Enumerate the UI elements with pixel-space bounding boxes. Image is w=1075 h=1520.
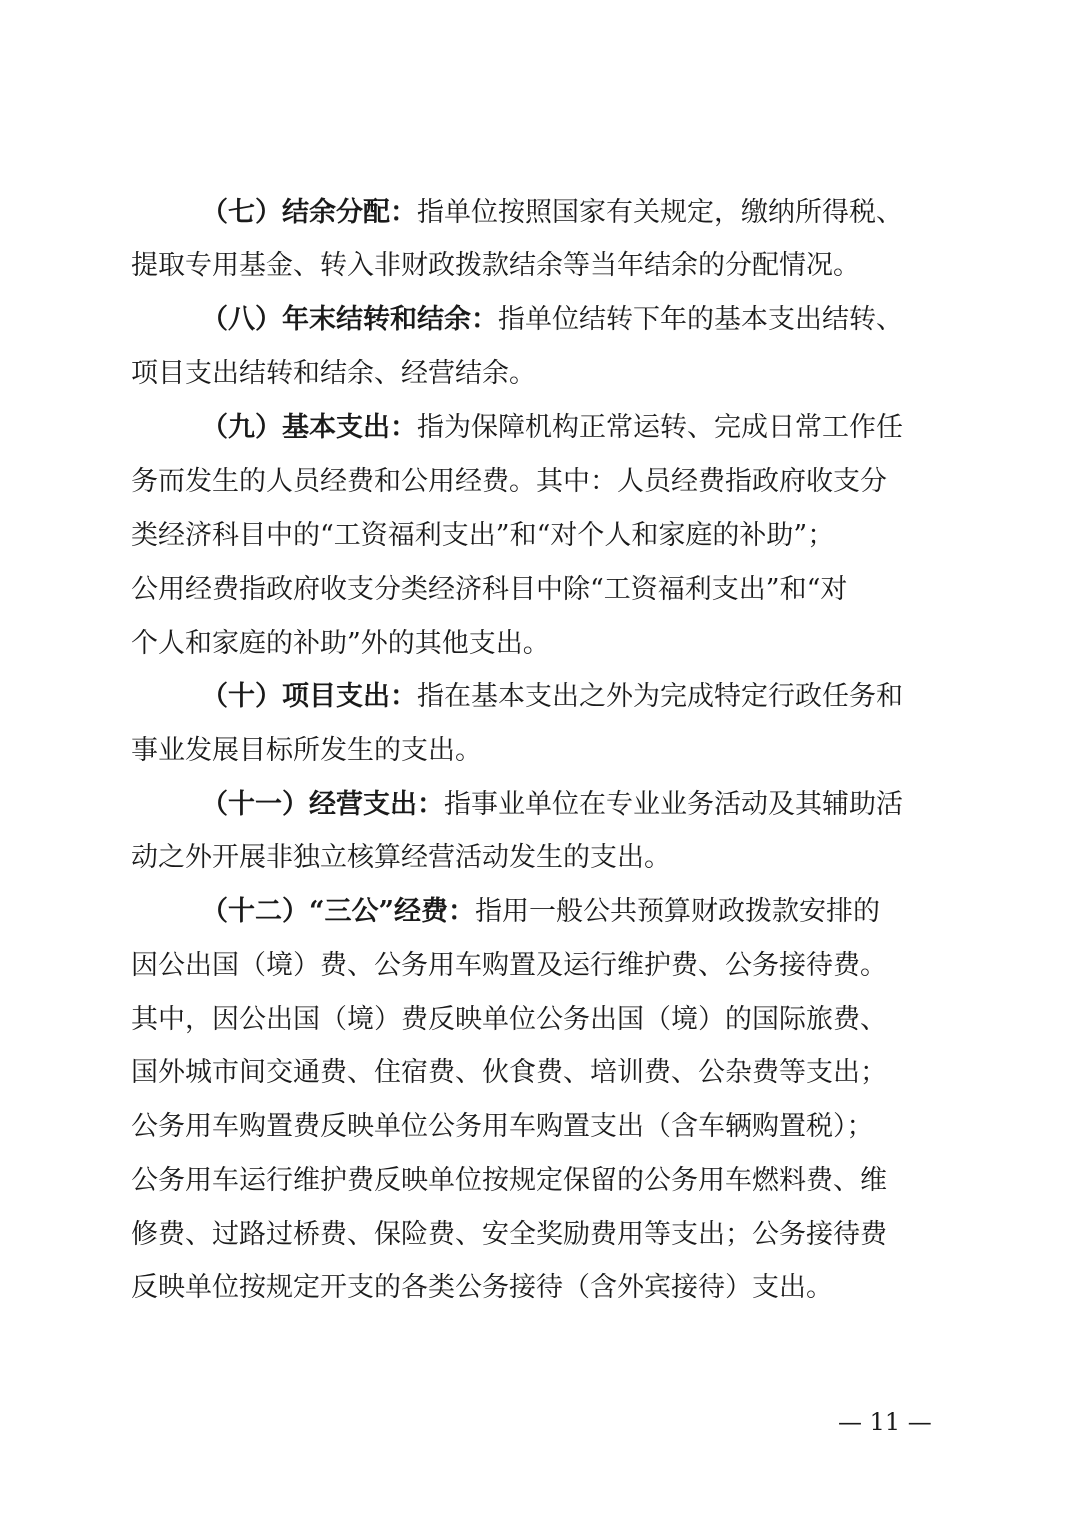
paragraph-9-line-3: 类经济科目中的“工资福利支出”和“对个人和家庭的补助”； bbox=[131, 520, 835, 551]
paragraph-7-line-2: 提取专用基金、转入非财政拨款结余等当年结余的分配情况。 bbox=[131, 250, 860, 281]
paragraph-12-line-1 bbox=[131, 892, 944, 932]
paragraph-12-line-8: 反映单位按规定开支的各类公务接待（含外宾接待）支出。 bbox=[131, 1272, 833, 1303]
paragraph-11-term: （十一）经营支出： bbox=[201, 789, 444, 820]
paragraph-10-line-2: 事业发展目标所发生的支出。 bbox=[131, 735, 482, 766]
paragraph-9-line-2: 务而发生的人员经费和公用经费。其中：人员经费指政府收支分 bbox=[131, 466, 887, 497]
paragraph-9-line-4: 公用经费指政府收支分类经济科目中除“工资福利支出”和“对 bbox=[131, 574, 848, 605]
paragraph-11-text-1: 指事业单位在专业业务活动及其辅助活 bbox=[444, 789, 903, 820]
paragraph-12-line-7: 修费、过路过桥费、保险费、安全奖励费用等支出；公务接待费 bbox=[131, 1219, 887, 1250]
paragraph-9-text-1: 指为保障机构正常运转、完成日常工作任 bbox=[417, 412, 903, 443]
paragraph-9-term: （九）基本支出： bbox=[201, 412, 417, 443]
paragraph-8-term: （八）年末结转和结余： bbox=[201, 304, 498, 335]
paragraph-10-line-1 bbox=[131, 677, 944, 717]
paragraph-11-line-1 bbox=[131, 785, 944, 825]
paragraph-12-line-2: 因公出国（境）费、公务用车购置及运行维护费、公务接待费。 bbox=[131, 950, 887, 981]
paragraph-9-line-5: 个人和家庭的补助”外的其他支出。 bbox=[131, 628, 550, 659]
paragraph-12-line-3: 其中，因公出国（境）费反映单位公务出国（境）的国际旅费、 bbox=[131, 1004, 887, 1035]
paragraph-7-line-1 bbox=[131, 193, 944, 233]
paragraph-7-term: （七）结余分配： bbox=[201, 197, 417, 228]
paragraph-12-text-1: 指用一般公共预算财政拨款安排的 bbox=[475, 896, 881, 927]
paragraph-8-line-2: 项目支出结转和结余、经营结余。 bbox=[131, 358, 536, 389]
paragraph-8-line-1 bbox=[131, 300, 944, 340]
paragraph-12-line-6: 公务用车运行维护费反映单位按规定保留的公务用车燃料费、维 bbox=[131, 1165, 887, 1196]
paragraph-7-text-1: 指单位按照国家有关规定，缴纳所得税、 bbox=[417, 197, 903, 228]
paragraph-12-line-5: 公务用车购置费反映单位公务用车购置支出（含车辆购置税）； bbox=[131, 1111, 874, 1142]
paragraph-8-text-1: 指单位结转下年的基本支出结转、 bbox=[498, 304, 903, 335]
page-number: — 11 — bbox=[838, 1408, 932, 1436]
paragraph-11-line-2: 动之外开展非独立核算经营活动发生的支出。 bbox=[131, 842, 671, 873]
paragraph-9-line-1 bbox=[131, 408, 944, 448]
paragraph-12-term: （十二）“三公”经费： bbox=[201, 896, 476, 927]
paragraph-10-text-1: 指在基本支出之外为完成特定行政任务和 bbox=[417, 681, 903, 712]
paragraph-10-term: （十）项目支出： bbox=[201, 681, 417, 712]
paragraph-12-line-4: 国外城市间交通费、住宿费、伙食费、培训费、公杂费等支出； bbox=[131, 1057, 887, 1088]
